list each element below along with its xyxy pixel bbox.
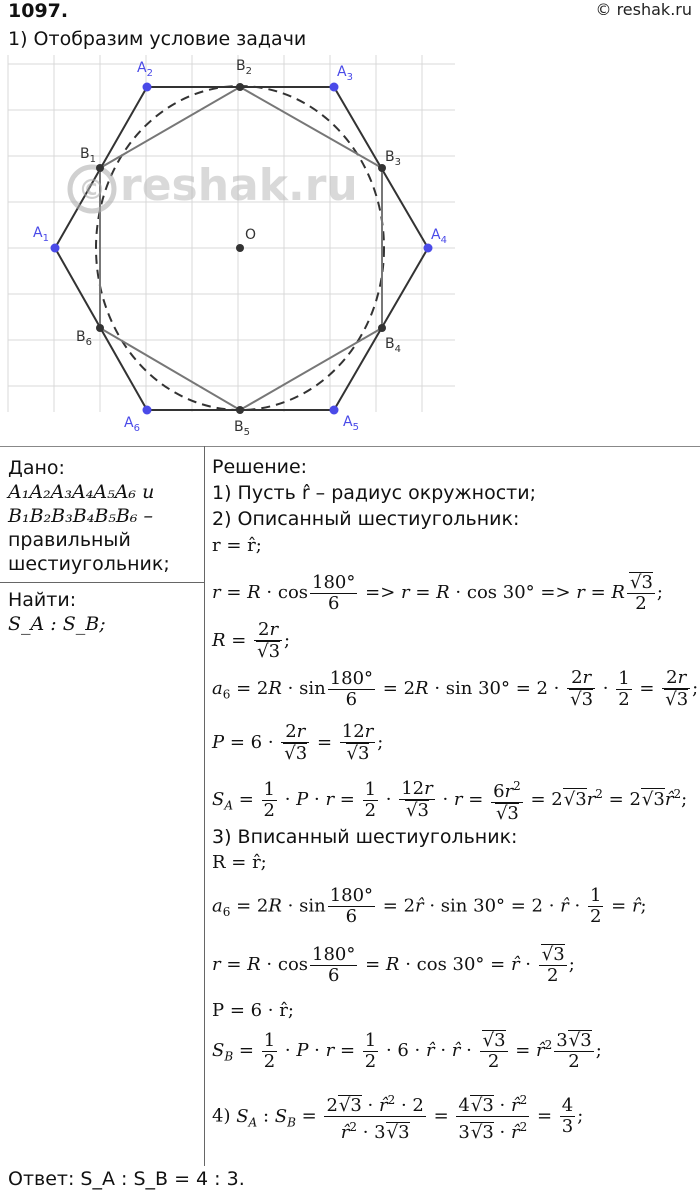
solution-title: Решение:	[212, 456, 308, 478]
label-B3: $B_3$	[385, 149, 401, 168]
find-title: Найти:	[8, 589, 77, 611]
site-credit[interactable]: © reshak.ru	[595, 0, 692, 19]
label-B6: $B_6$	[76, 329, 92, 348]
eq-r-equals: r = r̂;	[212, 535, 262, 556]
watermark	[70, 160, 358, 211]
label-A4: $A_4$	[431, 227, 447, 246]
given-line-3: правильный	[8, 529, 131, 551]
eq-R-equals: R = r̂;	[212, 852, 267, 873]
eq-r-cos: r = R · cos $\frac{180^\circ}{6}$ => r = R · cos 30° => r = R √ $\frac{3}{2}$ ;	[212, 572, 663, 614]
given-block	[8, 456, 203, 576]
solution-step-3: 3) Вписанный шестиугольник:	[212, 826, 518, 848]
label-A2: $A_2$	[137, 60, 153, 79]
eq-a6-outer: $a_6 = 2R \cdot \sin$ $\frac{180^\circ}{6}$ = 2R · sin 30° = 2 · 2r √ 3 · $\frac{1}{2}$ = 2r √ 3 ;	[212, 668, 698, 710]
eq-SB: $S_B$ = $\frac{1}{2}$ · P · r = $\frac{1}{2}$ · 6 · r̂ · r̂ · √ $\frac{3}{2}$ = r̂$^2$ $\frac{3√ 3}{2}$ ;	[212, 1030, 602, 1072]
given-line-4: шестиугольник;	[8, 553, 170, 575]
solution-step-1: 1) Пусть r̂ – радиус окружности;	[212, 482, 536, 504]
label-A6: $A_6$	[124, 415, 140, 434]
answer: Ответ: S_A : S_B = 4 : 3.	[8, 1168, 245, 1190]
solution-step-2: 2) Описанный шестиугольник:	[212, 508, 520, 530]
label-B2: $B_2$	[236, 58, 252, 77]
label-A5: $A_5$	[343, 414, 359, 433]
svg-text:©: ©	[78, 173, 106, 206]
eq-a6-inner: $a_6 = 2R \cdot \sin$ $\frac{180^\circ}{6}$ = 2r̂ · sin 30° = 2 · r̂ · $\frac{1}{2}$ = r̂;	[212, 885, 647, 927]
column-divider	[204, 446, 205, 1166]
find-block	[8, 588, 106, 636]
svg-text:reshak.ru: reshak.ru	[120, 160, 358, 211]
given-divider	[0, 582, 204, 583]
eq-P-outer: P = 6 · 2r √ 3 = 12r √ 3 ;	[212, 722, 383, 764]
find-value: S_A : S_B;	[8, 613, 106, 635]
hexagon-figure	[0, 50, 460, 438]
label-B5: $B_5$	[234, 419, 250, 438]
given-line-1: A₁A₂A₃A₄A₅A₆ и	[8, 481, 155, 503]
problem-number: 1097.	[8, 0, 69, 22]
eq-P-inner: P = 6 · r̂;	[212, 1000, 294, 1021]
label-O: O	[245, 227, 257, 243]
given-line-2: B₁B₂B₃B₄B₅B₆ –	[8, 505, 154, 527]
grid	[8, 55, 455, 412]
divider	[0, 446, 700, 447]
step-1-title: 1) Отобразим условие задачи	[8, 28, 307, 50]
eq-SA: $S_A$ = $\frac{1}{2}$ · P · r = $\frac{1}{2}$ · 12r √ 3 · r = $6r^2$ √ 3 = 2√ $3r^2 = 2√$ 3r̂$^2$;	[212, 776, 687, 824]
label-A3: $A_3$	[337, 64, 353, 83]
eq-r-inner: r = R · cos $\frac{180^\circ}{6}$ = R · cos 30° = r̂ · √ $\frac{3}{2}$ ;	[212, 944, 575, 986]
eq-ratio: 4) $S_A$ : $S_B$ = $\frac{2√ 3 \cdot r̂^2 \cdot 2}{r̂^2 \cdot 3√ 3}$ = $\frac{4√ 3 \cdot r̂^2}{3√ 3 \cdot r̂^2}$ = $\frac{4}{3}$ ;	[212, 1090, 583, 1143]
given-title: Дано:	[8, 457, 65, 479]
label-A1: $A_1$	[33, 225, 49, 244]
label-B4: $B_4$	[385, 336, 401, 355]
eq-R: R = 2r √ 3 ;	[212, 620, 290, 662]
label-B1: $B_1$	[80, 146, 96, 165]
